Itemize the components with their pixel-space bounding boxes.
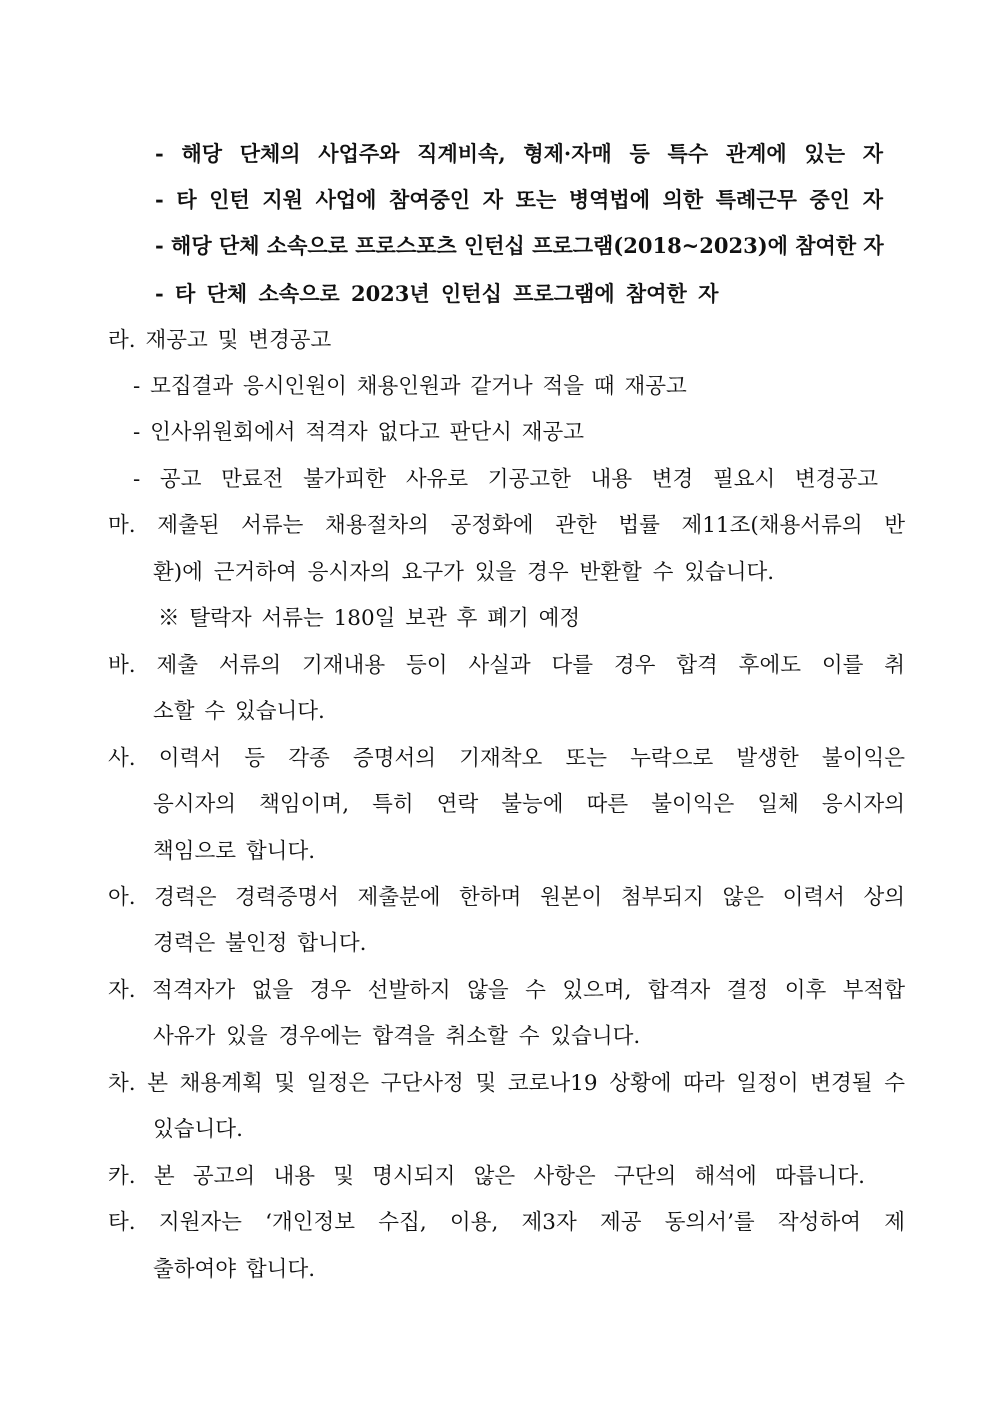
- section-ta-line: 타. 지원자는 ‘개인정보 수집, 이용, 제3자 제공 동의서’를 작성하여 제: [108, 1210, 905, 1235]
- note-text: ※ 탈락자 서류는 180일 보관 후 폐기 예정: [158, 606, 581, 631]
- section-ta-line: 출하여야 합니다.: [153, 1257, 316, 1282]
- section-cha-line: 차. 본 채용계획 및 일정은 구단사정 및 코로나19 상황에 따라 일정이 변경될 수: [108, 1071, 905, 1096]
- list-item: - 공고 만료전 불가피한 사유로 기공고한 내용 변경 필요시 변경공고: [133, 467, 878, 492]
- list-item: - 모집결과 응시인원이 채용인원과 같거나 적을 때 재공고: [133, 374, 687, 399]
- section-ba-line: 소할 수 있습니다.: [153, 699, 325, 724]
- list-item: - 인사위원회에서 적격자 없다고 판단시 재공고: [133, 420, 585, 445]
- section-heading-ra: 라. 재공고 및 변경공고: [108, 328, 332, 353]
- exclusion-item: - 타 단체 소속으로 2023년 인턴십 프로그램에 참여한 자: [155, 281, 719, 306]
- section-a-line: 아. 경력은 경력증명서 제출분에 한하며 원본이 첨부되지 않은 이력서 상의: [108, 885, 905, 910]
- section-ka-line: 카. 본 공고의 내용 및 명시되지 않은 사항은 구단의 해석에 따릅니다.: [108, 1164, 865, 1189]
- section-cha-line: 있습니다.: [153, 1117, 243, 1142]
- section-ja-line: 사유가 있을 경우에는 합격을 취소할 수 있습니다.: [153, 1024, 641, 1049]
- section-sa-line: 응시자의 책임이며, 특히 연락 불능에 따른 불이익은 일체 응시자의: [153, 792, 905, 817]
- section-ba-line: 바. 제출 서류의 기재내용 등이 사실과 다를 경우 합격 후에도 이를 취: [108, 653, 905, 678]
- section-ma-line: 마. 제출된 서류는 채용절차의 공정화에 관한 법률 제11조(채용서류의 반: [108, 513, 905, 538]
- section-a-line: 경력은 불인정 합니다.: [153, 931, 367, 956]
- exclusion-item: - 해당 단체 소속으로 프로스포츠 인턴십 프로그램(2018~2023)에 참여한 자: [155, 233, 884, 258]
- exclusion-item: - 타 인턴 지원 사업에 참여중인 자 또는 병역법에 의한 특례근무 중인 자: [155, 187, 883, 212]
- section-ja-line: 자. 적격자가 없을 경우 선발하지 않을 수 있으며, 합격자 결정 이후 부적합: [108, 978, 905, 1003]
- section-ma-line: 환)에 근거하여 응시자의 요구가 있을 경우 반환할 수 있습니다.: [153, 560, 775, 585]
- section-sa-line: 사. 이력서 등 각종 증명서의 기재착오 또는 누락으로 발생한 불이익은: [108, 746, 905, 771]
- section-sa-line: 책임으로 합니다.: [153, 839, 316, 864]
- exclusion-item: - 해당 단체의 사업주와 직계비속, 형제·자매 등 특수 관계에 있는 자: [155, 141, 883, 166]
